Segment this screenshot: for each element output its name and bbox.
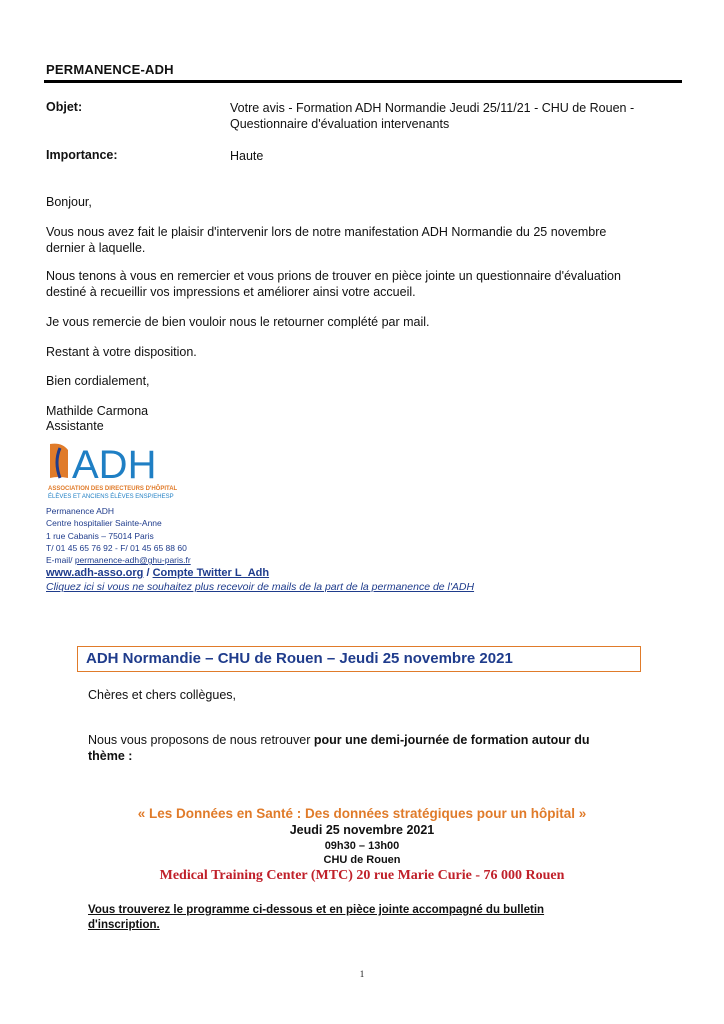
event-address: Medical Training Center (MTC) 20 rue Marie Curie - 76 000 Rouen (159, 868, 565, 883)
event-date: Jeudi 25 novembre 2021 (289, 823, 435, 837)
signature-line-3: 1 rue Cabanis – 75014 Paris (46, 531, 154, 541)
signer-name: Mathilde Carmona (46, 404, 149, 418)
adh-logo (46, 440, 206, 502)
paragraph-2 (46, 268, 686, 300)
signature-line-4: T/ 01 45 65 76 92 - F/ 01 45 65 88 60 (46, 543, 187, 553)
event-place: CHU de Rouen (323, 854, 401, 866)
closing: Bien cordialement, (46, 374, 150, 388)
signature-line-1: Permanence ADH (46, 506, 115, 516)
document-title: PERMANENCE-ADH (46, 62, 174, 77)
event-intro (88, 732, 648, 764)
signature-email-line (46, 555, 191, 566)
event-title: ADH Normandie – CHU de Rouen – Jeudi 25 novembre 2021 (86, 650, 513, 667)
event-intro-bold-2: thème : (88, 749, 133, 763)
link-separator: / (143, 567, 153, 579)
twitter-link[interactable]: Compte Twitter L_Adh (152, 567, 270, 579)
page-number: 1 (359, 969, 365, 979)
website-link[interactable]: www.adh-asso.org (46, 567, 144, 579)
event-time: 09h30 – 13h00 (324, 840, 400, 852)
paragraph-1-line-2: dernier à laquelle. (46, 241, 146, 255)
event-salutation: Chères et chers collègues, (88, 688, 236, 702)
event-intro-bold: pour une demi-journée de formation autour du (313, 733, 590, 747)
signature-line-2: Centre hospitalier Sainte-Anne (46, 518, 162, 528)
unsubscribe-link[interactable]: Cliquez ici si vous ne souhaitez plus recevoir de mails de la part de la permanence de l'ADH (46, 581, 475, 593)
web-links (46, 567, 269, 579)
adh-logo-mark (46, 440, 206, 502)
header-divider (44, 80, 682, 83)
paragraph-4: Restant à votre disposition. (46, 345, 197, 359)
paragraph-3: Je vous remercie de bien vouloir nous le retourner complété par mail. (46, 315, 430, 329)
paragraph-1 (46, 224, 686, 256)
paragraph-2-line-1: Nous tenons à vous en remercier et vous prions de trouver en pièce jointe un questionnaire d'évaluation (46, 269, 621, 283)
logo-tagline-2: ÉLÈVES ET ANCIENS ÉLÈVES ENSP/EHESP (48, 494, 174, 500)
subject-label: Objet: (46, 100, 83, 114)
email-label: E-mail/ (46, 555, 75, 565)
email-link[interactable]: permanence-adh@ghu-paris.fr (74, 555, 191, 565)
importance-label: Importance: (46, 148, 118, 162)
greeting: Bonjour, (46, 195, 92, 209)
program-line-1: Vous trouverez le programme ci-dessous et en pièce jointe accompagné du bulletin (88, 904, 545, 916)
logo-text: ADH (72, 443, 157, 487)
logo-tagline-1: ASSOCIATION DES DIRECTEURS D'HÔPITAL (48, 486, 178, 492)
event-intro-plain: Nous vous proposons de nous retrouver (88, 733, 314, 747)
paragraph-1-line-1: Vous nous avez fait le plaisir d'intervenir lors de notre manifestation ADH Normandie du 25 novembre (46, 225, 607, 239)
signer-role: Assistante (46, 419, 104, 433)
subject-line-1: Votre avis - Formation ADH Normandie Jeudi 25/11/21 - CHU de Rouen - (230, 101, 635, 115)
importance-value: Haute (230, 149, 264, 163)
program-line-2: d'inscription. (88, 919, 160, 931)
event-theme: « Les Données en Santé : Des données stratégiques pour un hôpital » (137, 806, 587, 821)
subject-line-2: Questionnaire d'évaluation intervenants (230, 117, 450, 131)
program-notice (88, 903, 648, 933)
paragraph-2-line-2: destiné à recueillir vos impressions et améliorer ainsi votre accueil. (46, 285, 416, 299)
